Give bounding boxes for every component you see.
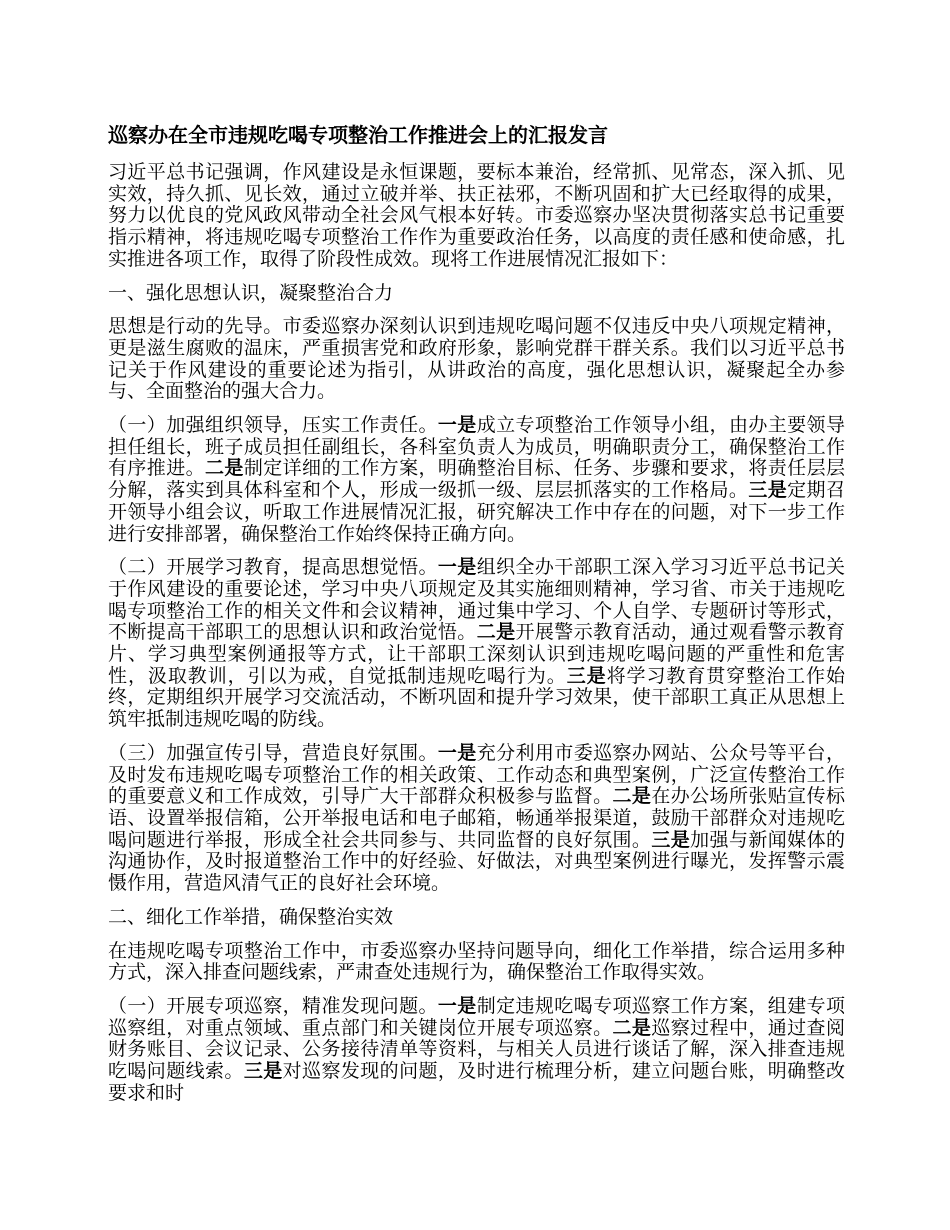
text-run: （三）加强宣传引导，营造良好氛围。	[108, 742, 438, 764]
paragraph-section1-item2	[108, 557, 845, 731]
text-run: （一）加强组织领导，压实工作责任。	[108, 415, 438, 437]
text-run: 对巡察发现的问题，及时进行梳理分析，建立问题台账，明确整改要求和时	[108, 1061, 845, 1104]
text-run: 定期召开领导小组会议，听取工作进展情况汇报，研究解决工作中存在的问题，对下一步工作进行安排部署，确保整治工作始终保持正确方向。	[108, 480, 845, 545]
section-heading-2	[108, 907, 845, 929]
text-run: 一、强化思想认识，凝聚整治合力	[108, 282, 394, 304]
bold-text-run: 二是	[612, 1017, 652, 1039]
text-run: 充分利用市委巡察办网站、公众号等平台，及时发布违规吃喝专项整治工作的相关政策、工作动态和典型案例，广泛宣传整治工作的重要意义和工作成效，引导广大干部群众积极参与监督。	[108, 742, 845, 808]
paragraph-section2-item1	[108, 996, 845, 1105]
text-run: （二）开展学习教育，提高思想觉悟。	[108, 557, 438, 579]
text-run: 思想是行动的先导。市委巡察办深刻认识到违规吃喝问题不仅违反中央八项规定精神，更是滋生腐败的温床，严重损害党和政府形象，影响党群干群关系。我们以习近平总书记关于作风建设的重要论述为指引，从讲政治的高度，强化思想认识，凝聚起全办参与、全面整治的强大合力。	[108, 316, 845, 403]
document-title: 巡察办在全市违规吃喝专项整治工作推进会上的汇报发言	[108, 125, 608, 147]
text-run: 巡察过程中，通过查阅财务账目、会议记录、公务接待清单等资料，与相关人员进行谈话了解，深入排查违规吃喝问题线索。	[108, 1017, 845, 1083]
text-run: 在违规吃喝专项整治工作中，市委巡察办坚持问题导向，细化工作举措，综合运用多种方式，深入排查问题线索，严肃查处违规行为，确保整治工作取得实效。	[108, 940, 845, 984]
text-run: 组织全办干部职工深入学习习近平总书记关于作风建设的重要论述，学习中央八项规定及其实施细则精神，学习省、市关于违规吃喝专项整治工作的相关文件和会议精神，通过集中学习、个人自学、专题研讨等形式，不断提高干部职工的思想认识和政治觉悟。	[108, 557, 845, 644]
bold-text-run: 三是	[566, 665, 607, 687]
text-run: 成立专项整治工作领导小组，由办主要领导担任组长，班子成员担任副组长，各科室负责人为成员，明确职责分工，确保整治工作有序推进。	[108, 415, 845, 480]
text-run: 加强与新闻媒体的沟通协作，及时报道整治工作中的好经验、好做法，对典型案例进行曝光，发挥警示震慑作用，营造风清气正的良好社会环境。	[108, 829, 845, 895]
bold-text-run: 三是	[651, 829, 691, 851]
text-run: 二、细化工作举措，确保整治实效	[108, 906, 394, 928]
bold-text-run: 三是	[748, 480, 788, 502]
bold-text-run: 二是	[476, 622, 516, 644]
bold-text-run: 一是	[437, 415, 477, 437]
bold-text-run: 二是	[612, 786, 652, 808]
text-run: 习近平总书记强调，作风建设是永恒课题，要标本兼治，经常抓、见常态，深入抓、见实效，持久抓、见长效，通过立破并举、扶正祛邪，不断巩固和扩大已经取得的成果，努力以优良的党风政风带动全社会风气根本好转。市委巡察办坚决贯彻落实总书记重要指示精神，将违规吃喝专项整治工作作为重要政治任务，以高度的责任感和使命感，扎实推进各项工作，取得了阶段性成效。现将工作进展情况汇报如下：	[108, 162, 845, 270]
text-run: 制定详细的工作方案，明确整治目标、任务、步骤和要求，将责任层层分解，落实到具体科室和个人，形成一级抓一级、层层抓落实的工作格局。	[108, 458, 845, 502]
paragraph-section1-item3	[108, 743, 845, 895]
bold-text-run: 一是	[437, 742, 477, 764]
text-run: 开展警示教育活动，通过观看警示教育片、学习典型案例通报等方式，让干部职工深刻认识到违规吃喝问题的严重性和危害性，汲取教训，引以为戒，自觉抵制违规吃喝行为。	[108, 622, 845, 687]
text-run: 制定违规吃喝专项巡察工作方案，组建专项巡察组，对重点领域、重点部门和关键岗位开展专项巡察。	[108, 995, 845, 1039]
paragraph-intro	[108, 162, 845, 271]
paragraph-section1-item1	[108, 415, 845, 545]
paragraph-section1-lead	[108, 316, 845, 403]
paragraph-section2-lead	[108, 941, 845, 984]
bold-text-run: 三是	[243, 1061, 283, 1083]
bold-text-run: 二是	[205, 458, 244, 480]
text-run: （一）开展专项巡察，精准发现问题。	[108, 995, 438, 1017]
text-run: 在办公场所张贴宣传标语、设置举报信箱，公开举报电话和电子邮箱，畅通举报渠道，鼓励干部群众对违规吃喝问题进行举报，形成全社会共同参与、共同监督的良好氛围。	[108, 786, 845, 851]
bold-text-run: 一是	[437, 557, 477, 579]
text-run: 将学习教育贯穿整治工作始终，定期组织开展学习交流活动，不断巩固和提升学习效果，使干部职工真正从思想上筑牢抵制违规吃喝的防线。	[108, 665, 845, 731]
bold-text-run: 一是	[437, 995, 477, 1017]
section-heading-1	[108, 283, 845, 305]
